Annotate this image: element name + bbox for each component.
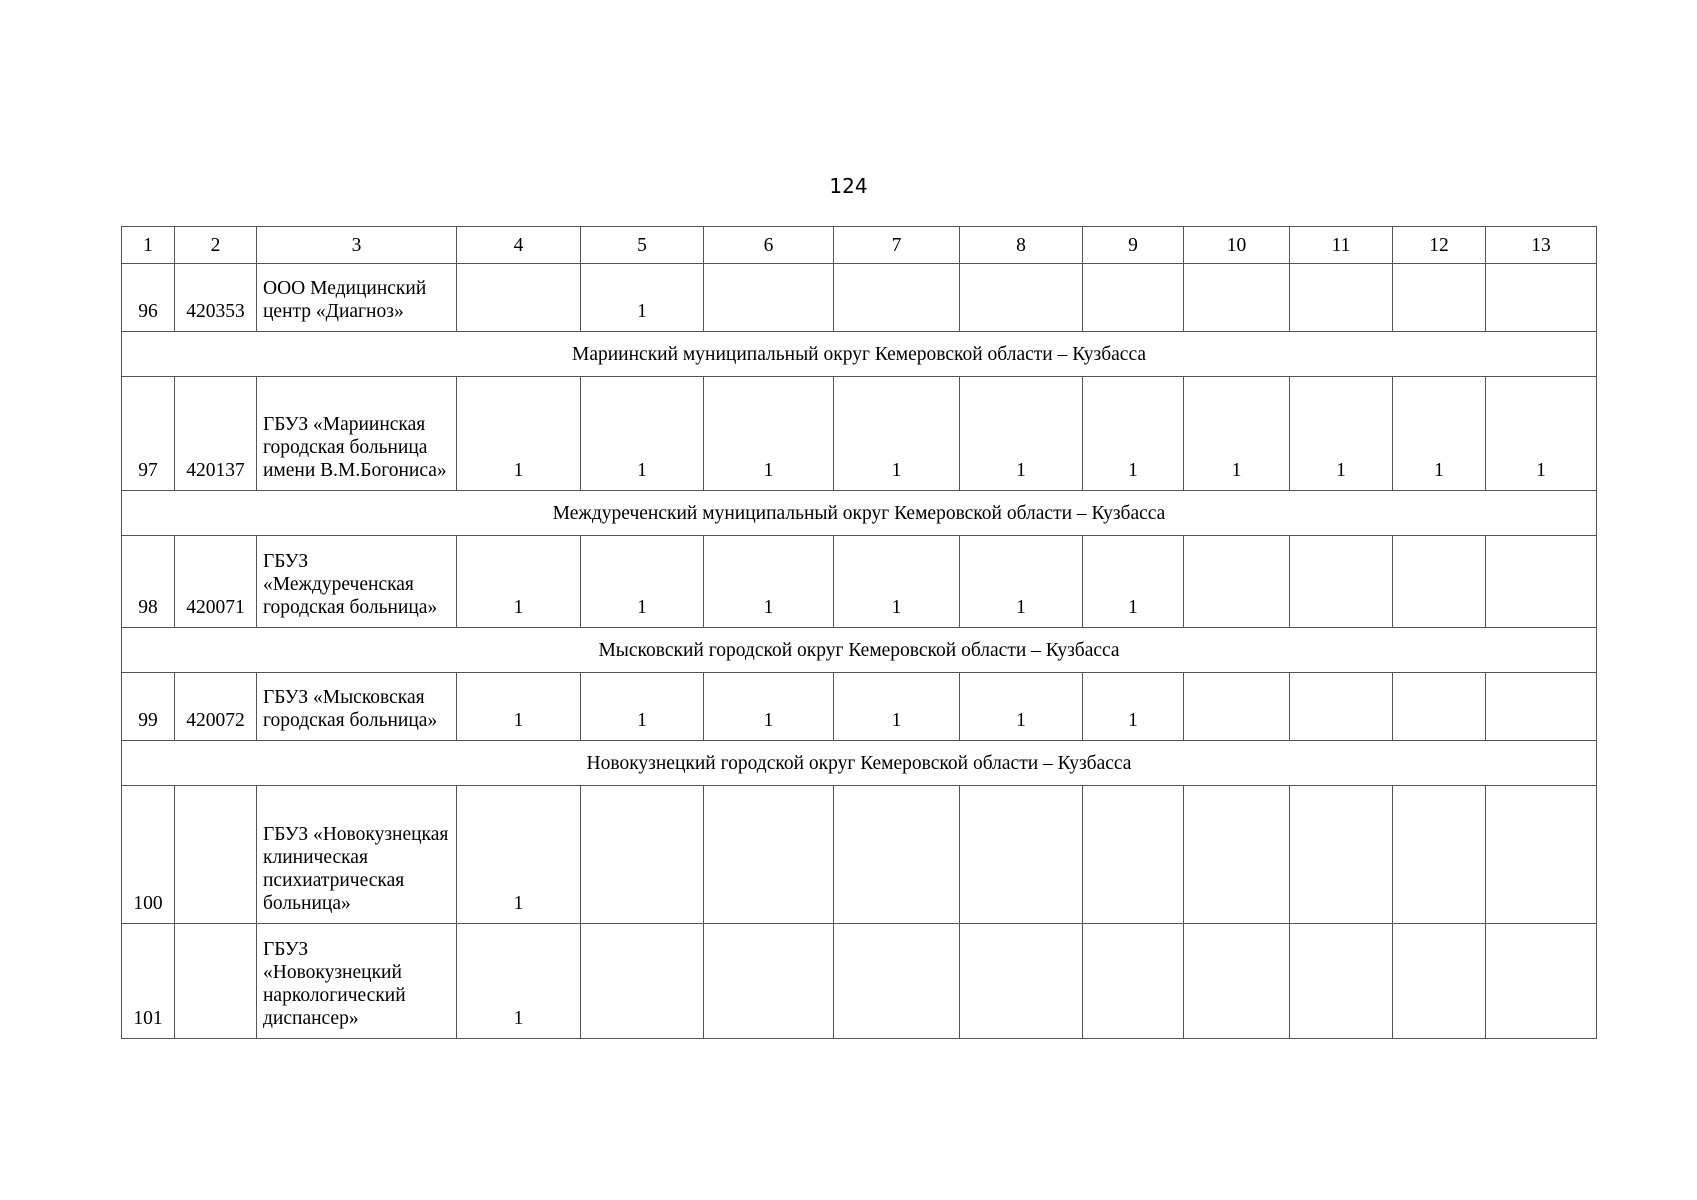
value-cell	[1486, 924, 1597, 1039]
value-cell	[1393, 673, 1486, 741]
section-title: Мариинский муниципальный округ Кемеровской области – Кузбасса	[122, 332, 1597, 377]
value-cell	[704, 924, 834, 1039]
value-cell	[1083, 264, 1184, 332]
value-cell: 1	[1083, 377, 1184, 491]
value-cell	[834, 924, 960, 1039]
column-header: 2	[175, 227, 257, 264]
table-row	[122, 264, 1597, 332]
table-row	[122, 377, 1597, 491]
organization-name: ООО Медицинский центр «Диагноз»	[257, 264, 457, 332]
row-number: 99	[122, 673, 175, 741]
value-cell	[1393, 924, 1486, 1039]
column-header-row	[122, 227, 1597, 264]
value-cell	[1486, 786, 1597, 924]
value-cell	[1486, 264, 1597, 332]
table-row	[122, 786, 1597, 924]
row-number: 96	[122, 264, 175, 332]
value-cell	[1486, 536, 1597, 628]
table-row	[122, 924, 1597, 1039]
organization-code: 420137	[175, 377, 257, 491]
row-number: 100	[122, 786, 175, 924]
value-cell	[960, 924, 1083, 1039]
column-header: 3	[257, 227, 457, 264]
value-cell	[1184, 264, 1290, 332]
value-cell: 1	[457, 673, 581, 741]
value-cell: 1	[581, 377, 704, 491]
organization-name: ГБУЗ «Мариинская городская больница имени В.М.Богониса»	[257, 377, 457, 491]
value-cell	[960, 786, 1083, 924]
row-number: 98	[122, 536, 175, 628]
value-cell	[1486, 673, 1597, 741]
column-header: 1	[122, 227, 175, 264]
organization-code: 420072	[175, 673, 257, 741]
value-cell	[1184, 536, 1290, 628]
column-header: 13	[1486, 227, 1597, 264]
value-cell: 1	[1184, 377, 1290, 491]
value-cell: 1	[834, 673, 960, 741]
column-header: 4	[457, 227, 581, 264]
section-row	[122, 741, 1597, 786]
value-cell	[834, 786, 960, 924]
organization-code	[175, 786, 257, 924]
value-cell: 1	[1393, 377, 1486, 491]
value-cell	[960, 264, 1083, 332]
value-cell	[834, 264, 960, 332]
value-cell: 1	[704, 673, 834, 741]
register-table	[121, 226, 1597, 1039]
value-cell	[1393, 536, 1486, 628]
section-title: Мысковский городской округ Кемеровской области – Кузбасса	[122, 628, 1597, 673]
value-cell: 1	[704, 536, 834, 628]
value-cell: 1	[457, 536, 581, 628]
value-cell: 1	[581, 673, 704, 741]
value-cell: 1	[834, 536, 960, 628]
value-cell	[1290, 924, 1393, 1039]
value-cell: 1	[960, 377, 1083, 491]
row-number: 97	[122, 377, 175, 491]
column-header: 6	[704, 227, 834, 264]
value-cell	[1290, 264, 1393, 332]
value-cell	[1290, 673, 1393, 741]
value-cell	[704, 786, 834, 924]
value-cell: 1	[457, 924, 581, 1039]
value-cell	[1184, 924, 1290, 1039]
value-cell	[1184, 786, 1290, 924]
column-header: 10	[1184, 227, 1290, 264]
table-row	[122, 536, 1597, 628]
column-header: 7	[834, 227, 960, 264]
value-cell	[457, 264, 581, 332]
value-cell: 1	[960, 536, 1083, 628]
value-cell	[581, 924, 704, 1039]
value-cell: 1	[581, 264, 704, 332]
value-cell	[1290, 536, 1393, 628]
value-cell: 1	[457, 786, 581, 924]
row-number: 101	[122, 924, 175, 1039]
table-row	[122, 673, 1597, 741]
value-cell	[1083, 924, 1184, 1039]
value-cell	[1393, 786, 1486, 924]
value-cell: 1	[1290, 377, 1393, 491]
value-cell: 1	[1083, 673, 1184, 741]
organization-code: 420353	[175, 264, 257, 332]
value-cell	[1083, 786, 1184, 924]
value-cell: 1	[834, 377, 960, 491]
section-title: Междуреченский муниципальный округ Кемеровской области – Кузбасса	[122, 491, 1597, 536]
value-cell: 1	[960, 673, 1083, 741]
value-cell: 1	[581, 536, 704, 628]
organization-code	[175, 924, 257, 1039]
organization-name: ГБУЗ «Новокузнецкая клиническая психиатрическая больница»	[257, 786, 457, 924]
section-row	[122, 491, 1597, 536]
value-cell	[704, 264, 834, 332]
value-cell	[1290, 786, 1393, 924]
column-header: 12	[1393, 227, 1486, 264]
column-header: 11	[1290, 227, 1393, 264]
value-cell	[1184, 673, 1290, 741]
organization-name: ГБУЗ «Мысковская городская больница»	[257, 673, 457, 741]
value-cell	[581, 786, 704, 924]
organization-name: ГБУЗ «Междуреченская городская больница»	[257, 536, 457, 628]
value-cell	[1393, 264, 1486, 332]
organization-code: 420071	[175, 536, 257, 628]
value-cell: 1	[1083, 536, 1184, 628]
column-header: 8	[960, 227, 1083, 264]
section-row	[122, 628, 1597, 673]
value-cell: 1	[457, 377, 581, 491]
page-number: 124	[829, 174, 868, 198]
column-header: 5	[581, 227, 704, 264]
section-title: Новокузнецкий городской округ Кемеровской области – Кузбасса	[122, 741, 1597, 786]
section-row	[122, 332, 1597, 377]
value-cell: 1	[704, 377, 834, 491]
value-cell: 1	[1486, 377, 1597, 491]
organization-name: ГБУЗ «Новокузнецкий наркологический диспансер»	[257, 924, 457, 1039]
column-header: 9	[1083, 227, 1184, 264]
